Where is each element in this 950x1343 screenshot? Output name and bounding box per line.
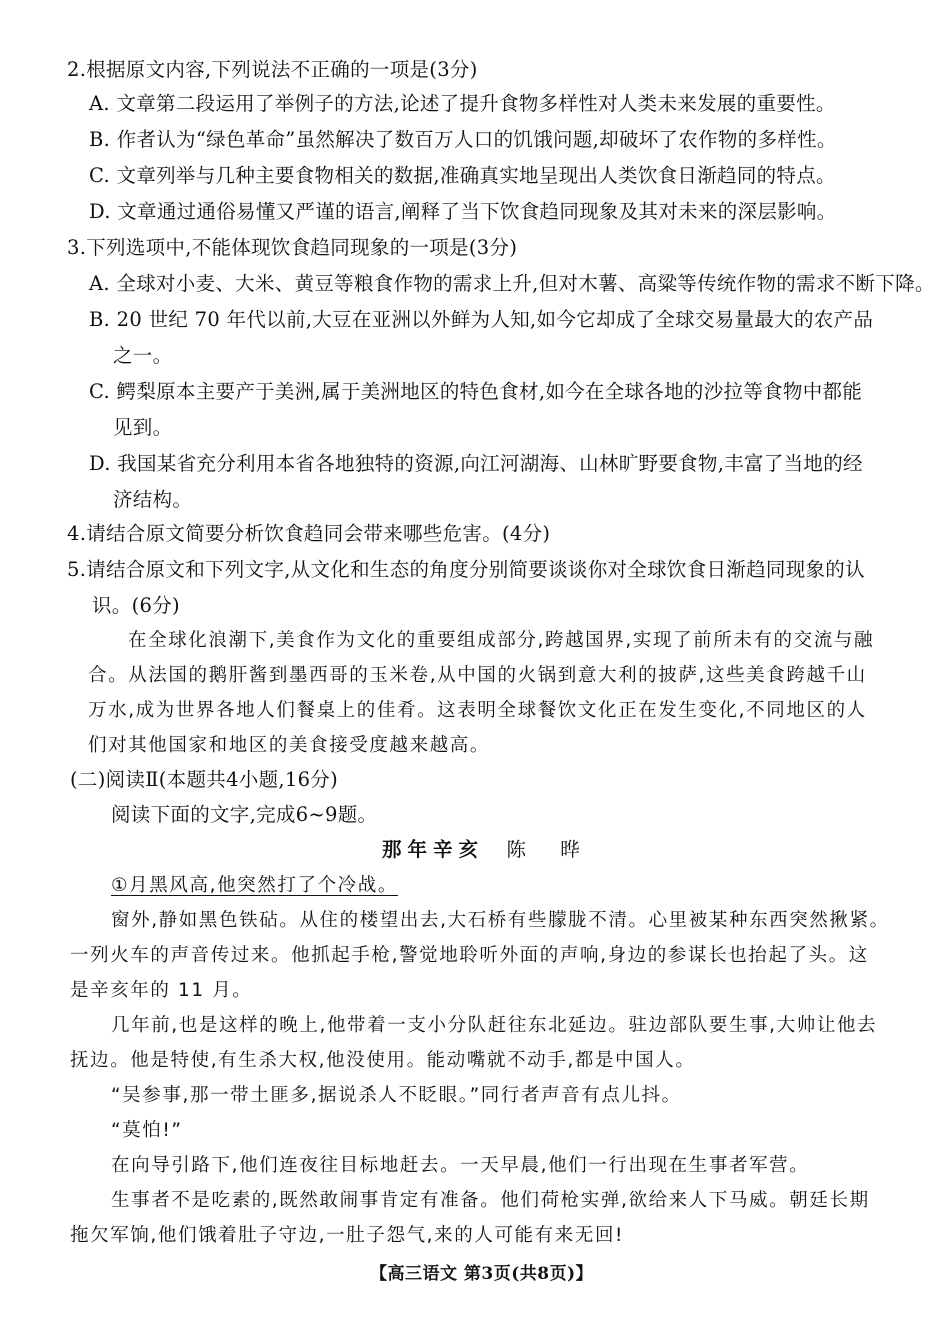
q5-stem-line1: 5.请结合原文和下列文字,从文化和生态的角度分别简要谈谈你对全球饮食日渐趋同现象的认 xyxy=(67,558,865,581)
q2-option-d: D. 文章通过通俗易懂又严谨的语言,阐释了当下饮食趋同现象及其对未来的深层影响。 xyxy=(89,200,837,223)
q3-option-a: A. 全球对小麦、大米、黄豆等粮食作物的需求上升,但对木薯、高粱等传统作物的需求不断下降。 xyxy=(89,272,935,295)
story-title-row xyxy=(382,836,594,864)
q3-option-d-line1: D. 我国某省充分利用本省各地独特的资源,向江河湖海、山林旷野要食物,丰富了当地的经 xyxy=(89,452,863,475)
story-title: 那年辛亥 xyxy=(382,838,485,861)
q3-option-c-line1: C. 鳄梨原本主要产于美洲,属于美洲地区的特色食材,如今在全球各地的沙拉等食物中都能 xyxy=(89,380,863,403)
q3-stem: 3.下列选项中,不能体现饮食趋同现象的一项是(3分) xyxy=(67,236,518,259)
story-line-6: 抚边。他是特使,有生杀大权,他没使用。能动嘴就不动手,都是中国人。 xyxy=(70,1050,696,1071)
story-line-5: 几年前,也是这样的晚上,他带着一支小分队赶往东北延边。驻边部队要生事,大帅让他去 xyxy=(111,1015,878,1036)
section2-heading: (二)阅读Ⅱ(本题共4小题,16分) xyxy=(70,768,339,791)
q5-material-line2: 合。从法国的鹅肝酱到墨西哥的玉米卷,从中国的火锅到意大利的披萨,这些美食跨越千山 xyxy=(88,665,867,686)
q5-stem-line2: 识。(6分) xyxy=(92,594,180,617)
story-author: 陈 晔 xyxy=(506,838,594,861)
q4-stem: 4.请结合原文简要分析饮食趋同会带来哪些危害。(4分) xyxy=(67,522,551,545)
q5-material-line4: 们对其他国家和地区的美食接受度越来越高。 xyxy=(88,735,491,756)
q3-option-b-line2: 之一。 xyxy=(113,344,173,367)
q3-option-b-line1: B. 20 世纪 70 年代以前,大豆在亚洲以外鲜为人知,如今它却成了全球交易量最大的农产品 xyxy=(89,308,874,331)
story-line-9: 在向导引路下,他们连夜往目标地赶去。一天早晨,他们一行出现在生事者军营。 xyxy=(111,1155,810,1176)
q3-option-c-line2: 见到。 xyxy=(113,416,173,439)
q3-option-d-line2: 济结构。 xyxy=(113,488,193,511)
story-line-11: 拖欠军饷,他们饿着肚子守边,一肚子怨气,来的人可能有来无回! xyxy=(70,1225,625,1246)
q5-material-line1: 在全球化浪潮下,美食作为文化的重要组成部分,跨越国界,实现了前所未有的交流与融 xyxy=(128,630,875,651)
q2-option-c: C. 文章列举与几种主要食物相关的数据,准确真实地呈现出人类饮食日渐趋同的特点。 xyxy=(89,164,836,187)
q2-option-b: B. 作者认为“绿色革命”虽然解决了数百万人口的饥饿问题,却破坏了农作物的多样性。 xyxy=(89,128,837,151)
story-line-1: ①月黑风高,他突然打了个冷战。 xyxy=(111,875,398,896)
story-line-10: 生事者不是吃素的,既然敢闹事肯定有准备。他们荷枪实弹,欲给来人下马威。朝廷长期 xyxy=(111,1190,870,1211)
q5-material-line3: 万水,成为世界各地人们餐桌上的佳肴。这表明全球餐饮文化正在发生变化,不同地区的人 xyxy=(88,700,867,721)
page-footer: 【高三语文 第3页(共8页)】 xyxy=(370,1264,594,1284)
section2-instruction: 阅读下面的文字,完成6~9题。 xyxy=(111,803,378,826)
story-line-4: 是辛亥年的 11 月。 xyxy=(70,980,253,1001)
q2-stem: 2.根据原文内容,下列说法不正确的一项是(3分) xyxy=(67,58,478,81)
story-line-7: “吴参事,那一带土匪多,据说杀人不眨眼。”同行者声音有点儿抖。 xyxy=(111,1085,682,1106)
story-line-8: “莫怕!” xyxy=(111,1120,183,1141)
q2-option-a: A. 文章第二段运用了举例子的方法,论述了提升食物多样性对人类未来发展的重要性。 xyxy=(89,92,836,115)
story-line-2: 窗外,静如黑色铁砧。从住的楼望出去,大石桥有些朦胧不清。心里被某种东西突然揪紧。 xyxy=(111,910,890,931)
story-line-3: 一列火车的声音传过来。他抓起手枪,警觉地聆听外面的声响,身边的参谋长也抬起了头。这 xyxy=(70,945,869,966)
